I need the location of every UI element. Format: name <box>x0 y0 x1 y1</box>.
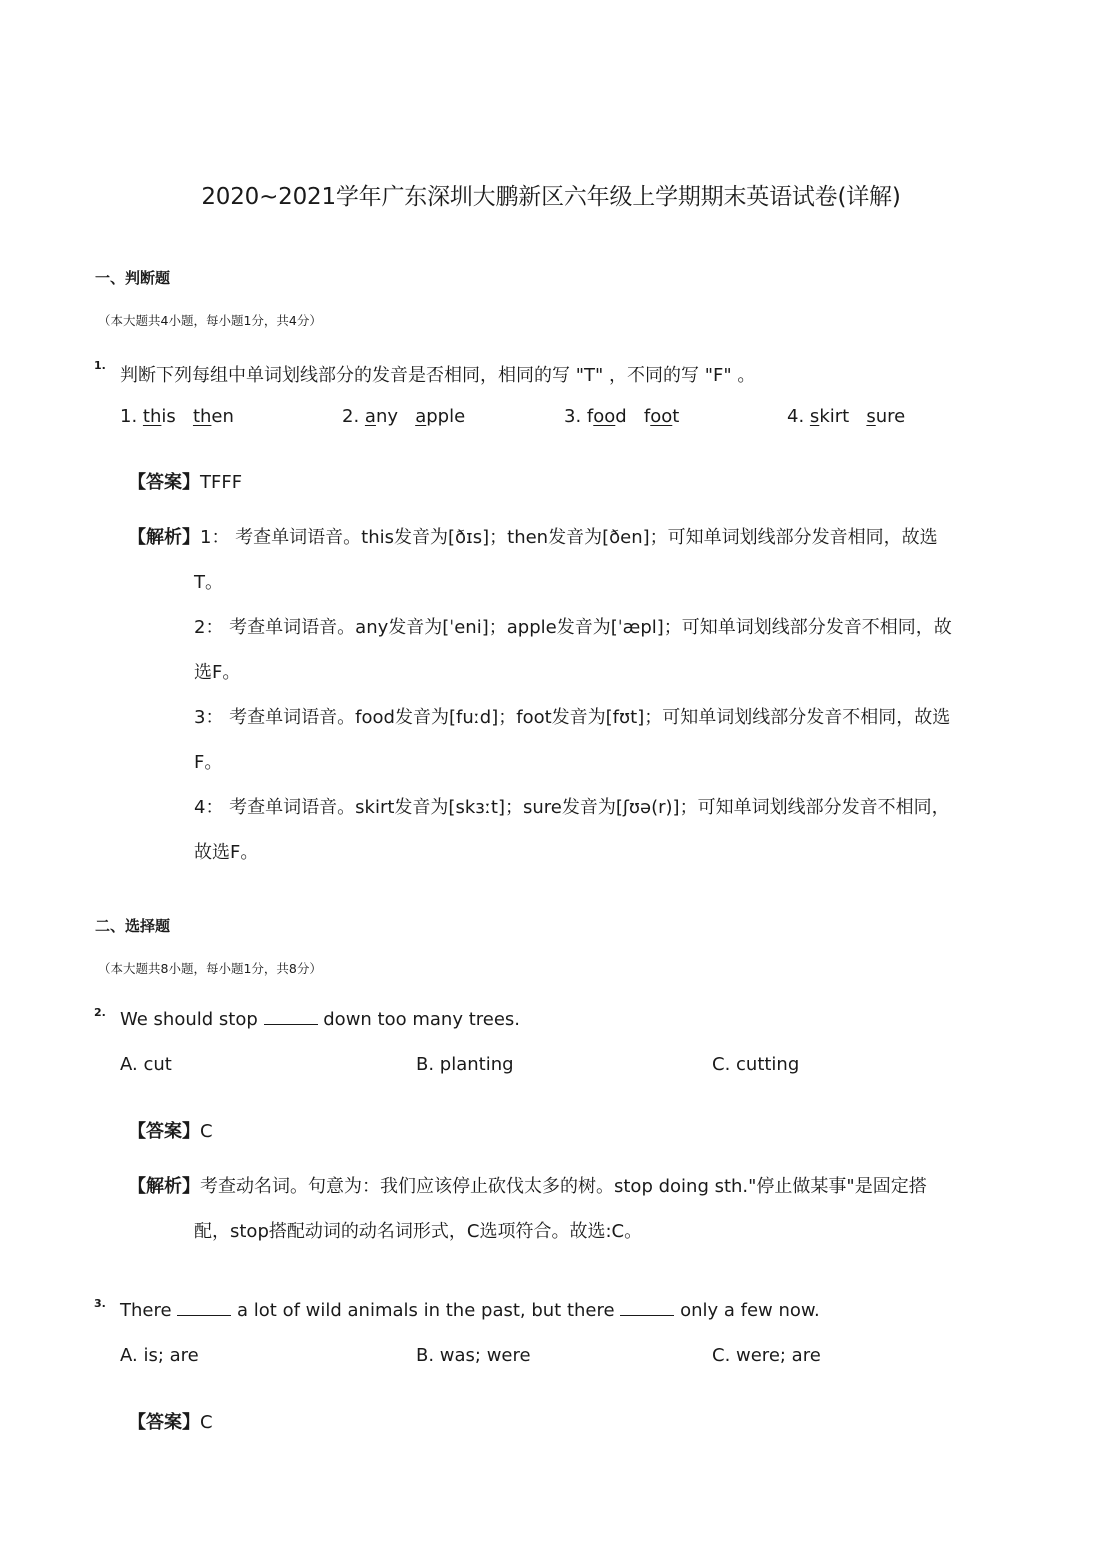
section-note-judgement: （本大题共4小题，每小题1分，共4分） <box>98 313 322 328</box>
answer-label: 【答案】 <box>128 1121 200 1142</box>
word-pair-item: 1. this then <box>120 406 234 427</box>
item-number: 1. <box>120 406 138 427</box>
word-pair-item: 2. any apple <box>342 406 466 427</box>
answer-blank <box>177 1301 231 1316</box>
underlined-part: s <box>866 406 876 427</box>
option-b: B. was; were <box>416 1345 531 1366</box>
underlined-part: th <box>142 406 162 427</box>
underlined-part: oo <box>593 406 616 427</box>
option-c: C. cutting <box>712 1054 800 1075</box>
question-text: We should stop down too many trees. <box>120 1009 521 1030</box>
underlined-part: th <box>192 406 212 427</box>
section-heading-choice: 二、选择题 <box>95 917 171 935</box>
answer-blank <box>620 1301 674 1316</box>
answer-row <box>128 1408 213 1434</box>
analysis-line: 配，stop搭配动词的动名词形式，C选项符合。故选:C。 <box>194 1221 643 1242</box>
item-number: 4. <box>787 406 805 427</box>
item-number: 2. <box>342 406 360 427</box>
answer-row <box>128 1117 213 1143</box>
question-number: 3. <box>94 1297 106 1310</box>
section-note-choice: （本大题共8小题，每小题1分，共8分） <box>98 961 322 976</box>
analysis-row <box>128 523 938 549</box>
analysis-line: 3： 考查单词语音。food发音为[fuːd]；foot发音为[fʊt]；可知单词划线部分发音不相同，故选 <box>194 707 951 728</box>
question-number: 1. <box>94 359 106 372</box>
analysis-line: 选F。 <box>194 662 241 683</box>
underlined-part: a <box>415 406 427 427</box>
answer-value: C <box>200 1121 213 1142</box>
underlined-part: s <box>809 406 820 427</box>
analysis-line: F。 <box>194 752 223 773</box>
option-a: A. cut <box>120 1054 172 1075</box>
answer-value: TFFF <box>200 472 243 493</box>
analysis-line: 故选F。 <box>194 842 259 863</box>
option-b: B. planting <box>416 1054 514 1075</box>
item-number: 3. <box>564 406 582 427</box>
word-pair-item: 4. skirt sure <box>787 406 906 427</box>
option-c: C. were; are <box>712 1345 821 1366</box>
analysis-line: 1： 考查单词语音。this发音为[ðɪs]；then发音为[ðen]；可知单词划线部分发音相同，故选 <box>200 527 938 548</box>
question-number: 2. <box>94 1006 106 1019</box>
answer-blank <box>264 1010 318 1025</box>
analysis-line: 4： 考查单词语音。skirt发音为[skɜːt]；sure发音为[ʃʊə(r)]；可知单词划线部分发音不相同， <box>194 797 950 818</box>
underlined-part: a <box>364 406 376 427</box>
answer-value: C <box>200 1412 213 1433</box>
answer-label: 【答案】 <box>128 472 200 493</box>
section-heading-judgement: 一、判断题 <box>95 269 171 287</box>
analysis-line: 考查动名词。句意为：我们应该停止砍伐太多的树。stop doing sth."停止做某事"是固定搭 <box>200 1176 927 1197</box>
answer-label: 【答案】 <box>128 1412 200 1433</box>
analysis-line: T。 <box>194 572 223 593</box>
question-text: 判断下列每组中单词划线部分的发音是否相同，相同的写 "T" ，不同的写 "F" 。 <box>120 365 756 386</box>
answer-row <box>128 468 242 494</box>
question-text: There a lot of wild animals in the past, but there only a few now. <box>120 1300 820 1321</box>
option-a: A. is; are <box>120 1345 199 1366</box>
page-title: 2020~2021学年广东深圳大鹏新区六年级上学期期末英语试卷(详解) <box>201 184 901 210</box>
analysis-line: 2： 考查单词语音。any发音为[ˈeni]；apple发音为[ˈæpl]；可知单词划线部分发音不相同，故 <box>194 617 952 638</box>
analysis-label: 【解析】 <box>128 1176 200 1197</box>
underlined-part: oo <box>650 406 673 427</box>
analysis-label: 【解析】 <box>128 527 200 548</box>
word-pair-item: 3. food foot <box>564 406 680 427</box>
analysis-row <box>128 1172 927 1198</box>
